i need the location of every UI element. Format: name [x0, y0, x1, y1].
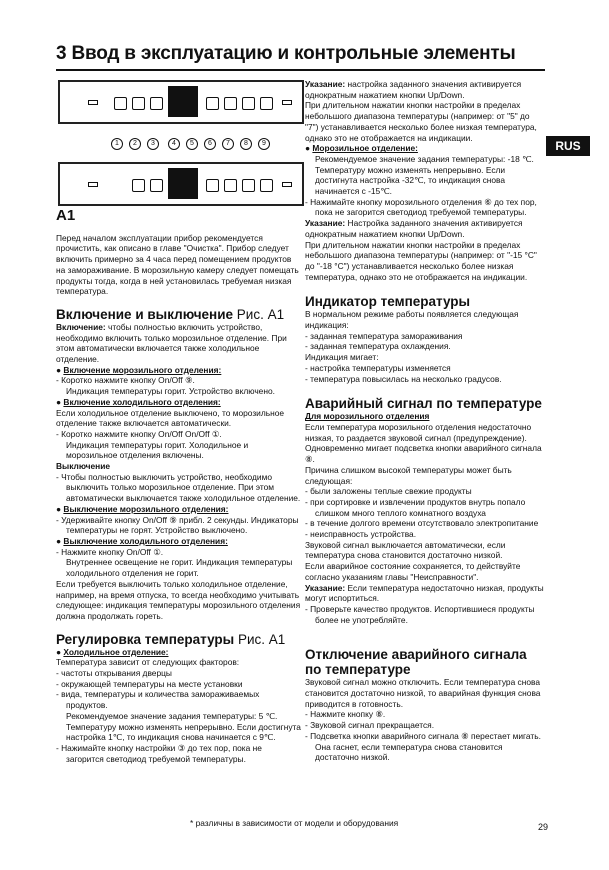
freezer-temp-heading: ● Морозильное отделение:: [305, 143, 418, 154]
fridge-off-step: - Нажмите кнопку On/Off ①.: [56, 546, 164, 557]
section-power-heading: Включение и выключение Рис. A1: [56, 306, 285, 322]
footnote: * различны в зависимости от модели и оборудования: [190, 818, 399, 828]
alarm-text-1: Если температура морозильного отделения недостаточно низкая, то раздается звуковой сигнал (предупреждение).: [305, 421, 532, 443]
top-panel: [58, 80, 304, 124]
alarm-text-3: Звуковой сигнал выключается автоматически, если температура снова становится достаточно низкой.: [305, 539, 506, 561]
section-alarm-heading: Аварийный сигнал по температуре: [305, 396, 542, 412]
panel-button-b9: [260, 179, 273, 192]
indicator-item-4: - температура повысилась на несколько градусов.: [305, 373, 502, 384]
alarm-cause-4: - неисправность устройства.: [305, 529, 417, 540]
alarm-off-step-3: - Подсветка кнопки аварийного сигнала ⑧ перестает мигать. Она гаснет, если температура снова становится достаточно низкой.: [305, 730, 541, 763]
page-title: 3 Ввод в эксплуатацию и контрольные элементы: [56, 43, 516, 64]
title-rule: [56, 69, 545, 71]
freezer-off-heading: ● Выключение морозильного отделения:: [56, 503, 229, 514]
fridge-off-result: Внутреннее освещение не горит. Индикация температуры холодильного отделения не горит.: [66, 557, 293, 579]
power-off-step: - Чтобы полностью выключить устройство, необходимо выключить только морозильное отделение. При этом автоматически выключается также холодильное отделение.: [56, 471, 301, 504]
callout-1: 1: [111, 138, 123, 150]
alarm-cause-2: - при сортировке и извлечении продуктов внутрь попало слишком много теплого комнатного воздуха: [305, 496, 526, 518]
panel-button-b6: [206, 179, 219, 192]
callout-8: 8: [240, 138, 252, 150]
freezer-on-heading: ● Включение морозильного отделения:: [56, 364, 222, 375]
bottom-panel: [58, 162, 304, 206]
temperature-display: [168, 86, 198, 117]
panel-button-7: [224, 97, 237, 110]
vacation-text: Если требуется выключить только холодильное отделение, например, на время отпуска, то всегда необходимо учитывать следующее: индикация температуры морозильного отделения должна продолжать гореть.: [56, 578, 301, 621]
figure-label: A1: [56, 207, 76, 224]
fridge-on-heading: ● Включение холодильного отделения:: [56, 396, 221, 407]
temp-factor-3: - вида, температуры и количества замораживаемых продуктов.: [56, 689, 260, 711]
panel-button-6: [206, 97, 219, 110]
alarm-cause-3: - в течение долгого времени отсутствовало электропитание: [305, 518, 539, 529]
callout-9: 9: [258, 138, 270, 150]
alarm-cause-1: - были заложены теплые свежие продукты: [305, 486, 472, 497]
alarm-off-step-2: - Звуковой сигнал прекращается.: [305, 720, 435, 731]
panel-button-b2: [132, 179, 145, 192]
indicator-text: В нормальном режиме работы появляется следующая индикация:: [305, 309, 519, 331]
fridge-off-heading: ● Выключение холодильного отделения:: [56, 535, 228, 546]
fridge-on-step: - Коротко нажмите кнопку On/Off On/Off ①.: [56, 428, 222, 439]
right-column: [305, 79, 545, 763]
note2: Указание: Настройка заданного значения активируется однократным нажатием кнопки Up/Down.: [305, 218, 523, 239]
panel-button-8: [242, 97, 255, 110]
indicator-item-3: - настройка температуры изменяется: [305, 362, 451, 373]
power-off-label: Выключение: [56, 461, 111, 472]
panel-button-b7: [224, 179, 237, 192]
temp-factor-1: - частоты открывания дверцы: [56, 668, 172, 679]
section-alarm-off-heading: Отключение аварийного сигнала по температуре: [305, 647, 527, 678]
control-panel-figure: [58, 80, 304, 208]
temp-factor-2: - окружающей температуры на месте установки: [56, 678, 243, 689]
callout-2: 2: [129, 138, 141, 150]
fridge-temp-heading: ● Холодильное отделение:: [56, 646, 169, 657]
temp-factor-4: - Нажимайте кнопку настройки ③ до тех пор, пока не загорится светодиод требуемой температуры.: [56, 742, 262, 764]
alarm-sub: Для морозильного отделения: [305, 411, 430, 422]
alarm-text-2: Одновременно мигает подсветка кнопки аварийного сигнала ⑧.: [305, 443, 542, 465]
panel-button-1: [114, 97, 127, 110]
alarm-off-step-1: - Нажмите кнопку ⑧.: [305, 709, 386, 720]
indicator-item-1: - заданная температура замораживания: [305, 330, 463, 341]
top-indicator-right: [282, 100, 292, 105]
note1: Указание: настройка заданного значения активируется однократным нажатием кнопки Up/Down.: [305, 79, 522, 100]
freezer-on-step: - Коротко нажмите кнопку On/Off ⑨.: [56, 375, 195, 386]
top-indicator: [88, 100, 98, 105]
alarm-causes: Причина слишком высокой температуры может быть следующая:: [305, 464, 512, 486]
intro-text: Перед началом эксплуатации прибор рекомендуется прочистить, как описано в главе "Очистка". Прибор следует включить примерно за 4 часа перед помещением продуктов на замораживание. В морозильную камеру следует помещать продукты тогда, когда в ней установилась требуемая низкая температура.: [56, 232, 299, 297]
alarm-text-4: Если аварийное состояние сохраняется, то действуйте согласно указаниям главы "Неисправности".: [305, 561, 521, 582]
temperature-display-bottom: [168, 168, 198, 199]
freezer-cont: Температуру можно изменять непрерывно. Если достигнута настройка -32℃, то индикация снова начинается с -15℃.: [315, 164, 506, 197]
bottom-indicator: [88, 182, 98, 187]
fridge-on-text: Если холодильное отделение выключено, то морозильное отделение также включается автоматически.: [56, 407, 285, 429]
alarm-note: Указание: Если температура недостаточно низкая, продукты могут испортиться.: [305, 582, 544, 604]
section-indicator-heading: Индикатор температуры: [305, 294, 471, 310]
freezer-step: - Нажимайте кнопку морозильного отделения ⑥ до тех пор, пока не загорится светодиод требуемой температуры.: [305, 196, 537, 218]
note2-cont: При длительном нажатии кнопки настройки в пределах небольшого диапазона температуры (например: от "-15 °C" до "-18 °C") устанавливается несколько более низкая температура, однако это не отображается на индикации.: [305, 239, 537, 282]
alarm-note-item: - Проверьте качество продуктов. Испортившиеся продукты более не употребляйте.: [305, 603, 535, 625]
indicator-blinks: Индикация мигает:: [305, 352, 379, 363]
callout-6: 6: [204, 138, 216, 150]
bottom-indicator-right: [282, 182, 292, 187]
freezer-off-step: - Удерживайте кнопку On/Off ⑨ прибл. 2 секунды. Индикаторы температуры не горят. Устройство выключено.: [56, 514, 299, 536]
panel-button-b3: [150, 179, 163, 192]
section-temp-heading: Регулировка температуры Рис. A1: [56, 631, 286, 647]
panel-button-3: [150, 97, 163, 110]
panel-button-2: [132, 97, 145, 110]
callout-3: 3: [147, 138, 159, 150]
freezer-rec: Рекомендуемое значение задания температуры: -18 ℃.: [315, 153, 534, 164]
temp-recommended: Рекомендуемое значение задания температуры: 5 ℃. Температуру можно изменять непрерывно. Если достигнута настройка 1℃, то индикация снова начинается с 9℃.: [66, 710, 301, 743]
power-on-text: Включение: чтобы полностью включить устройство, необходимо включить только морозильное отделение. При этом автоматически включается также холодильное отделение.: [56, 321, 287, 365]
indicator-item-2: - заданная температура охлаждения.: [305, 341, 451, 352]
freezer-on-result: Индикация температуры горит. Устройство включено.: [66, 386, 275, 397]
temp-depends: Температура зависит от следующих факторов:: [56, 657, 240, 668]
note1-cont: При длительном нажатии кнопки настройки в пределах небольшого диапазона температуры (например: от "5" до "7") устанавливается несколько более низкая температура, однако это не отображается на индикации.: [305, 100, 537, 143]
callout-4: 4: [168, 138, 180, 150]
left-column: [56, 207, 301, 764]
callout-5: 5: [186, 138, 198, 150]
callout-7: 7: [222, 138, 234, 150]
panel-button-9: [260, 97, 273, 110]
page-number: 29: [538, 822, 549, 832]
alarm-off-text: Звуковой сигнал можно отключить. Если температура снова становится достаточно низкой, то аварийная функция снова приводится в готовность.: [305, 677, 541, 709]
panel-button-b8: [242, 179, 255, 192]
fridge-on-result: Индикация температуры горит. Холодильное и морозильное отделения включены.: [66, 439, 249, 461]
language-badge: RUS: [546, 136, 590, 156]
